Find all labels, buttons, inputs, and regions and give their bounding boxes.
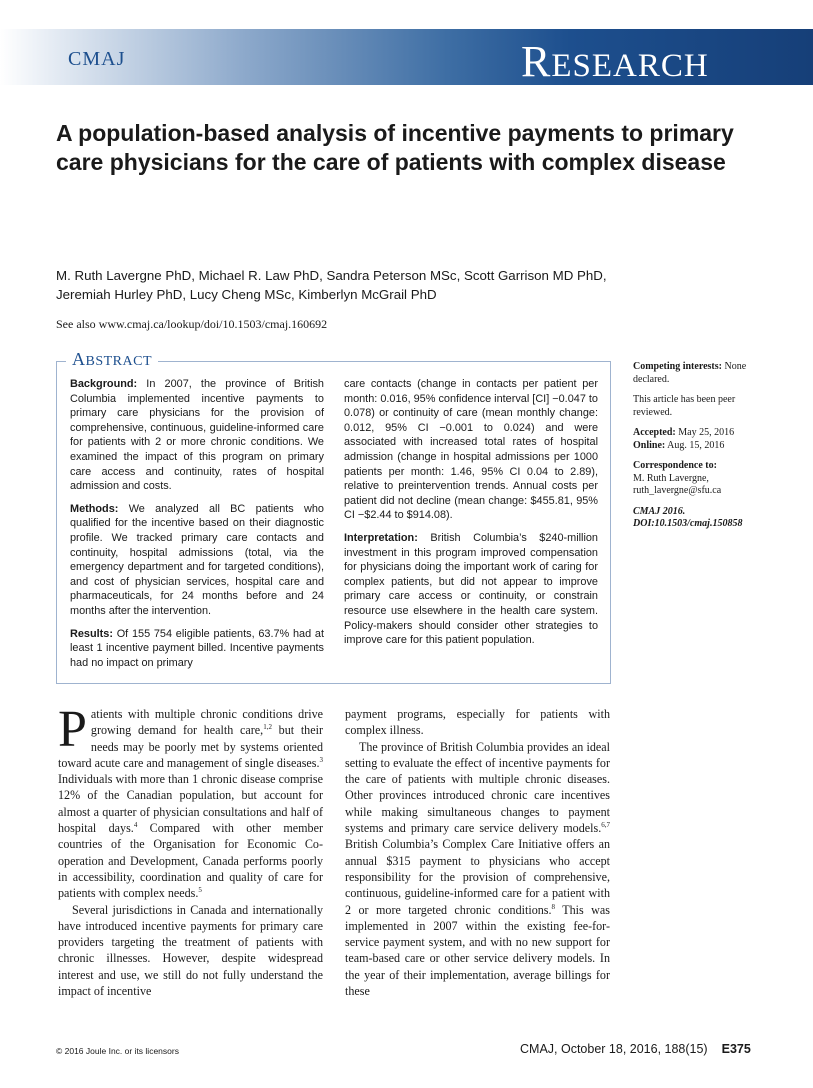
- accepted-date: May 25, 2016: [675, 427, 735, 438]
- abstract-methods: [70, 502, 324, 619]
- background-label: Background:: [70, 378, 138, 390]
- body-paragraph-3: payment programs, especially for patients with complex illness.: [345, 707, 610, 738]
- body-text: Individuals with more than 1 chronic disease comprise 12% of the Canadian population, but account for almost a quarter of physician consultations and half of hospital days.: [58, 772, 323, 836]
- body-text: This was implemented in 2007 within the existing fee-for-service payment system, and with no new support for team-based care or other service delivery models. In the year of their implementation, average billings for these: [345, 902, 610, 999]
- interpretation-text: British Columbia’s $240-million investment in this program improved compensation for physicians doing the important work of caring for complex patients, but did not appear to improve primary care access or continuity, or constrain resource use elsewhere in the health care system. Policy-makers should consider other strategies to improve care for this patient population.: [344, 531, 598, 647]
- online-label: Online:: [633, 439, 666, 451]
- section-rest: ESEARCH: [551, 48, 709, 84]
- page-number: E375: [721, 1042, 751, 1056]
- abstract-rest: BSTRACT: [85, 354, 153, 369]
- body-text: atients with multiple chronic conditions drive growing demand for health care,: [90, 707, 323, 738]
- body-paragraph-1: [58, 701, 323, 902]
- accepted-label: Accepted:: [633, 427, 676, 438]
- body-right-column: [345, 706, 610, 999]
- body-text: The province of British Columbia provides an ideal setting to evaluate the effect of incentive payments for the care of patients with multiple chronic diseases. Other provinces introduced chronic care incentives while making simultaneous changes to payment systems and primary care service delivery models.: [345, 739, 610, 836]
- authors: [56, 266, 696, 304]
- article-sidebar: [633, 361, 761, 539]
- footer-citation: [520, 1042, 751, 1056]
- reference[interactable]: 8: [551, 902, 556, 911]
- correspondence-email[interactable]: ruth_lavergne@sfu.ca: [633, 485, 722, 496]
- body-paragraph-2: Several jurisdictions in Canada and internationally have introduced incentive payments for primary care providers targeting the treatment of patients with chronic illnesses. However, despite widespread interest and use, we still do not fully understand the impact of incentive: [58, 902, 323, 999]
- online-date: Aug. 15, 2016: [665, 439, 725, 451]
- results-text: Of 155 754 eligible patients, 63.7% had at least 1 incentive payment billed. Incentive payments had no impact on primary: [70, 627, 324, 669]
- results-label: Results:: [70, 627, 113, 640]
- drop-cap: P: [58, 701, 87, 758]
- competing-text: None declared.: [633, 361, 747, 385]
- copyright: © 2016 Joule Inc. or its licensors: [56, 1046, 179, 1056]
- background-text: In 2007, the province of British Columbia implemented incentive payments to primary care physicians for the provision of comprehensive, continuous, guideline-informed care for patients with 2 or more chronic conditions. We examined the impact of this program on primary care access and continuity, rates of hospital admission and costs.: [70, 378, 324, 493]
- abstract-background: [70, 377, 324, 494]
- peer-review-note: This article has been peer reviewed.: [633, 394, 736, 418]
- interpretation-label: Interpretation:: [344, 531, 418, 544]
- section-label: [521, 36, 709, 87]
- authors-line-1: M. Ruth Lavergne PhD, Michael R. Law PhD, Sandra Peterson MSc, Scott Garrison MD PhD,: [56, 268, 607, 283]
- authors-line-2: Jeremiah Hurley PhD, Lucy Cheng MSc, Kimberlyn McGrail PhD: [56, 287, 437, 302]
- body-left-column: [58, 701, 323, 999]
- section-initial: R: [521, 37, 552, 86]
- correspondence: [633, 460, 761, 498]
- body-paragraph-4: [345, 739, 610, 1000]
- abstract-interpretation: [344, 531, 598, 648]
- journal-citation: CMAJ, October 18, 2016, 188(15): [520, 1042, 708, 1056]
- dates: [633, 427, 761, 452]
- competing-label: Competing interests:: [633, 361, 722, 372]
- journal-name: CMAJ: [68, 48, 126, 70]
- abstract-results-continued: care contacts (change in contacts per patient per month: 0.016, 95% confidence interval [CI] −0.047 to 0.078) or continuity of care (mean monthly change: 0.012, 95% CI −0.001 to 0.024) and were associated with increased total rates of hospital admission (change in hospital admissions per 1000 patients per month: 1.46, 95% CI 0.04 to 2.89), relative to preintervention trends. Annual costs per patient did not decline (mean change: $455.81, 95% CI −$2.44 to $914.08).: [344, 378, 598, 522]
- abstract-heading: [66, 349, 158, 370]
- correspondence-name: M. Ruth Lavergne,: [633, 472, 709, 484]
- body-text: Compared with other member countries of the Organisation for Economic Co-operation and Development, Canada performs poorly in accessibility, coordination and quality of care for patients with complex needs.: [58, 821, 323, 901]
- correspondence-label: Correspondence to:: [633, 460, 717, 471]
- article-title: A population-based analysis of incentive payments to primary care physicians for the care of patients with complex disease: [56, 120, 734, 175]
- reference[interactable]: 4: [133, 821, 138, 830]
- methods-label: Methods:: [70, 502, 119, 515]
- reference[interactable]: 3: [319, 755, 323, 764]
- reference[interactable]: 6,7: [601, 821, 610, 830]
- methods-text: We analyzed all BC patients who qualified for the incentive based on their diagnostic profile. We tracked primary care contacts and continuity, hospital admissions (total, via the emergency department and for targeted conditions), and cost of physician services, hospital care and pharmaceuticals, for 24 months before and 24 months after the intervention.: [70, 502, 324, 617]
- doi-citation: [633, 506, 761, 531]
- abstract-results: [70, 627, 324, 671]
- abstract-initial: A: [72, 349, 86, 369]
- abstract-right-column: [344, 377, 598, 656]
- see-also-link[interactable]: See also www.cmaj.ca/lookup/doi/10.1503/cmaj.160692: [56, 317, 328, 331]
- reference[interactable]: 1,2: [263, 723, 272, 732]
- reference[interactable]: 5: [198, 886, 202, 895]
- body-text: British Columbia’s Complex Care Initiative offers an annual $315 payment to physicians who accept responsibility for the provision of comprehensive, continuous, guideline-informed care for a patient with 2 or more targeted chronic conditions.: [345, 837, 610, 917]
- competing-interests: [633, 361, 761, 386]
- abstract-left-column: [70, 377, 324, 678]
- body-text: but their needs may be poorly met by systems oriented toward acute care and management of single diseases.: [58, 723, 323, 770]
- doi-text: CMAJ 2016. DOI:10.1503/cmaj.150858: [633, 505, 743, 529]
